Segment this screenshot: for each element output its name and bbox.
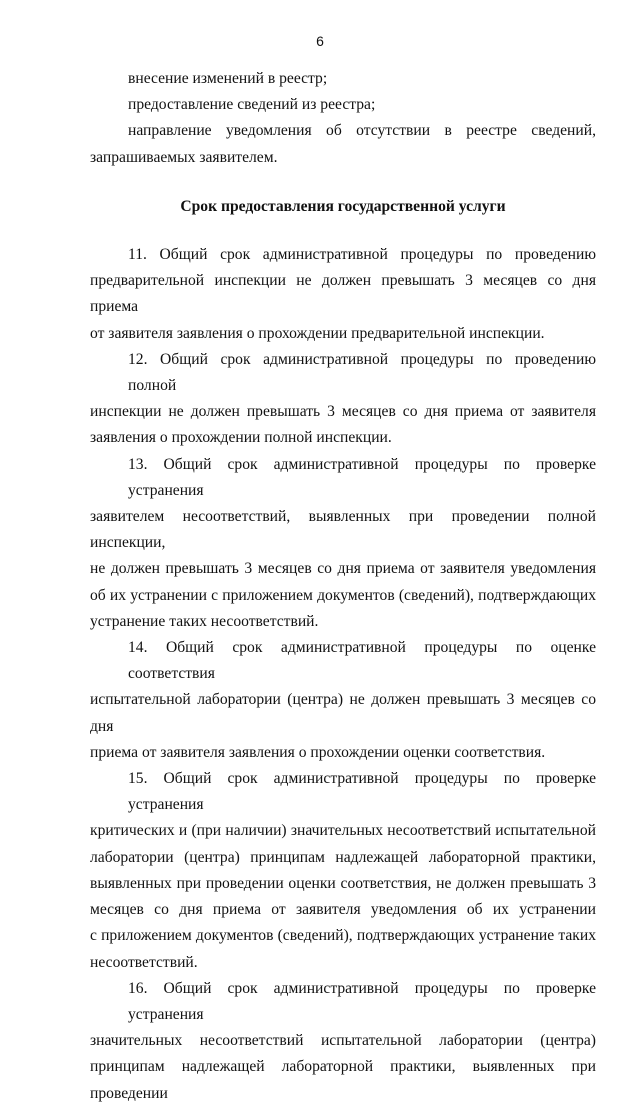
list-item: предоставление сведений из реестра; (128, 96, 376, 114)
section-heading: Срок предоставления государственной услуги (180, 197, 506, 215)
paragraph-line: лаборатории (центра) принципам надлежащей лабораторной практики, (90, 848, 596, 866)
paragraph (90, 242, 596, 347)
paragraph (90, 766, 596, 976)
paragraph-line: принципам надлежащей лабораторной практики, выявленных при проведении (90, 1058, 596, 1102)
paragraph-line: с приложением документов (сведений), подтверждающих устранение таких (90, 927, 596, 945)
paragraph-line: от заявителя заявления о прохождении предварительной инспекции. (90, 324, 545, 342)
paragraph-line: заявления о прохождении полной инспекции. (90, 429, 392, 447)
paragraph-line: устранение таких несоответствий. (90, 612, 319, 630)
paragraph (90, 452, 596, 635)
paragraph-line: месяцев со дня приема от заявителя уведомления об их устранении (90, 901, 596, 919)
paragraph-line: 16. Общий срок административной процедуры по проверке устранения (128, 979, 596, 1023)
paragraph-line: заявителем несоответствий, выявленных при проведении полной инспекции, (90, 508, 596, 552)
paragraphs (90, 242, 596, 1107)
list-item-continuation: запрашиваемых заявителем. (90, 148, 278, 166)
document-body (90, 66, 596, 1107)
paragraph (90, 347, 596, 452)
page-number: 6 (316, 33, 324, 49)
paragraph-line: критических и (при наличии) значительных несоответствий испытательной (90, 822, 596, 840)
paragraph-line: 14. Общий срок административной процедуры по оценке соответствия (128, 639, 596, 683)
paragraph-line: об их устранении с приложением документов (сведений), подтверждающих (90, 586, 596, 604)
paragraph-line: несоответствий. (90, 953, 198, 971)
paragraph (90, 976, 596, 1107)
paragraph-line: выявленных при проведении оценки соответствия, не должен превышать 3 (90, 874, 596, 892)
paragraph-line: 13. Общий срок административной процедуры по проверке устранения (128, 455, 596, 499)
list-item: внесение изменений в реестр; (128, 70, 328, 87)
paragraph-line: приема от заявителя заявления о прохождении оценки соответствия. (90, 743, 546, 761)
paragraph (90, 635, 596, 766)
list-item: направление уведомления об отсутствии в реестре сведений, (128, 122, 596, 140)
paragraph-line: не должен превышать 3 месяцев со дня приема от заявителя уведомления (90, 560, 596, 578)
paragraph-line: 15. Общий срок административной процедуры по проверке устранения (128, 770, 596, 814)
paragraph-line: 11. Общий срок административной процедуры по проведению (128, 246, 596, 264)
paragraph-line: инспекции не должен превышать 3 месяцев со дня приема от заявителя (90, 403, 596, 421)
paragraph-line: значительных несоответствий испытательной лаборатории (центра) (90, 1032, 596, 1050)
paragraph-line: испытательной лаборатории (центра) не должен превышать 3 месяцев со дня (90, 691, 596, 735)
paragraph-line: предварительной инспекции не должен превышать 3 месяцев со дня приема (90, 272, 596, 316)
paragraph-line: 12. Общий срок административной процедуры по проведению полной (128, 350, 596, 395)
